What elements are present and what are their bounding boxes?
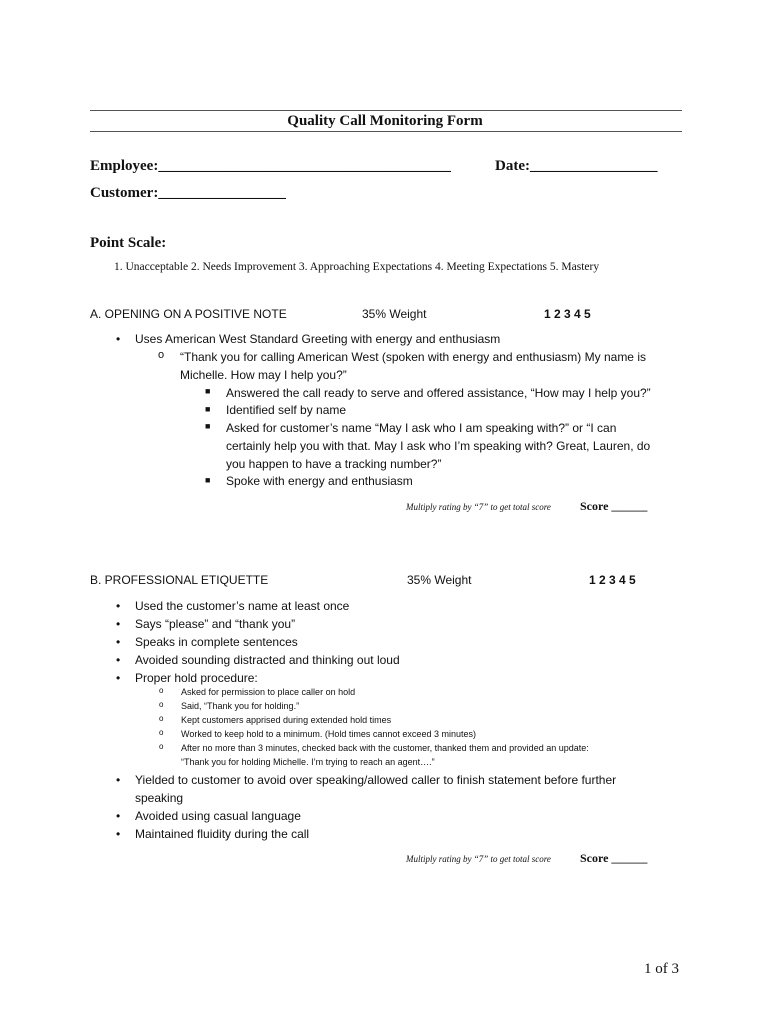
list-item: certainly help you with that. May I ask who I’m speaking with? Great, Lauren, do — [226, 439, 651, 453]
bullet-icon: • — [116, 332, 121, 346]
bullet-icon: • — [116, 653, 121, 667]
bullet-icon: • — [116, 635, 121, 649]
point-scale-text: 1. Unacceptable 2. Needs Improvement 3. Approaching Expectations 4. Meeting Expectations 5. Mastery — [114, 261, 600, 273]
list-item: Speaks in complete sentences — [135, 635, 298, 649]
bullet-icon: • — [116, 809, 121, 823]
square-bullet-icon: ■ — [205, 386, 211, 396]
circle-bullet-icon: o — [159, 714, 164, 723]
bullet-icon: • — [116, 827, 121, 841]
list-item: Avoided using casual language — [135, 809, 301, 823]
list-item: Avoided sounding distracted and thinking out loud — [135, 653, 400, 667]
hold-step: Said, “Thank you for holding.” — [181, 701, 300, 711]
point-scale-label: Point Scale: — [90, 235, 167, 251]
square-bullet-icon: ■ — [205, 475, 211, 485]
circle-bullet-icon: o — [159, 686, 164, 695]
score-field: Score ______ — [580, 851, 648, 865]
title-underline — [90, 131, 682, 132]
bullet-icon: • — [116, 773, 121, 787]
bullet-icon: • — [116, 599, 121, 613]
list-item: Asked for customer’s name “May I ask who I am speaking with?” or “I can — [226, 421, 617, 435]
circle-bullet-icon: o — [158, 349, 165, 361]
list-item: Uses American West Standard Greeting with energy and enthusiasm — [135, 332, 501, 346]
multiply-note: Multiply rating by “7” to get total score — [406, 854, 551, 864]
hold-step: Worked to keep hold to a minimum. (Hold times cannot exceed 3 minutes) — [181, 729, 476, 739]
section-b-weight: 35% Weight — [407, 573, 472, 587]
hold-step: Kept customers apprised during extended hold times — [181, 715, 392, 725]
top-rule — [90, 110, 682, 111]
customer-field: Customer:_________________ — [90, 185, 286, 201]
circle-bullet-icon: o — [159, 700, 164, 709]
section-a-heading: A. OPENING ON A POSITIVE NOTE — [90, 307, 287, 321]
square-bullet-icon: ■ — [205, 404, 211, 414]
employee-field: Employee:_______________________________________ — [90, 158, 451, 174]
list-item: Identified self by name — [226, 403, 347, 417]
hold-step: After no more than 3 minutes, checked back with the customer, thanked them and provided an update: — [181, 743, 589, 753]
list-item: Says “please” and “thank you” — [135, 617, 296, 631]
bullet-icon: • — [116, 617, 121, 631]
list-item: Maintained fluidity during the call — [135, 827, 310, 841]
square-bullet-icon: ■ — [205, 421, 211, 431]
list-item: you happen to have a tracking number?” — [226, 457, 442, 471]
section-b-rating: 1 2 3 4 5 — [589, 573, 636, 587]
multiply-note: Multiply rating by “7” to get total score — [406, 502, 551, 512]
bullet-icon: • — [116, 671, 121, 685]
circle-bullet-icon: o — [159, 742, 164, 751]
greeting-line-2: Michelle. How may I help you?” — [180, 368, 347, 382]
list-item: Used the customer’s name at least once — [135, 599, 350, 613]
list-item: Answered the call ready to serve and offered assistance, “How may I help you?” — [226, 386, 651, 400]
hold-step: “Thank you for holding Michelle. I’m trying to reach an agent….” — [181, 757, 435, 767]
list-item: Spoke with energy and enthusiasm — [226, 474, 413, 488]
circle-bullet-icon: o — [159, 728, 164, 737]
date-field: Date:_________________ — [495, 158, 658, 174]
list-item: Yielded to customer to avoid over speaking/allowed caller to finish statement before further — [135, 773, 617, 787]
score-field: Score ______ — [580, 499, 648, 513]
list-item: Proper hold procedure: — [135, 671, 258, 685]
greeting-line-1: “Thank you for calling American West (spoken with energy and enthusiasm) My name is — [180, 350, 646, 364]
list-item: speaking — [135, 791, 184, 805]
hold-step: Asked for permission to place caller on hold — [181, 687, 356, 697]
section-b-heading: B. PROFESSIONAL ETIQUETTE — [90, 573, 269, 587]
section-a-rating: 1 2 3 4 5 — [544, 307, 591, 321]
form-title: Quality Call Monitoring Form — [287, 113, 483, 129]
section-a-weight: 35% Weight — [362, 307, 427, 321]
page-number: 1 of 3 — [644, 961, 679, 977]
